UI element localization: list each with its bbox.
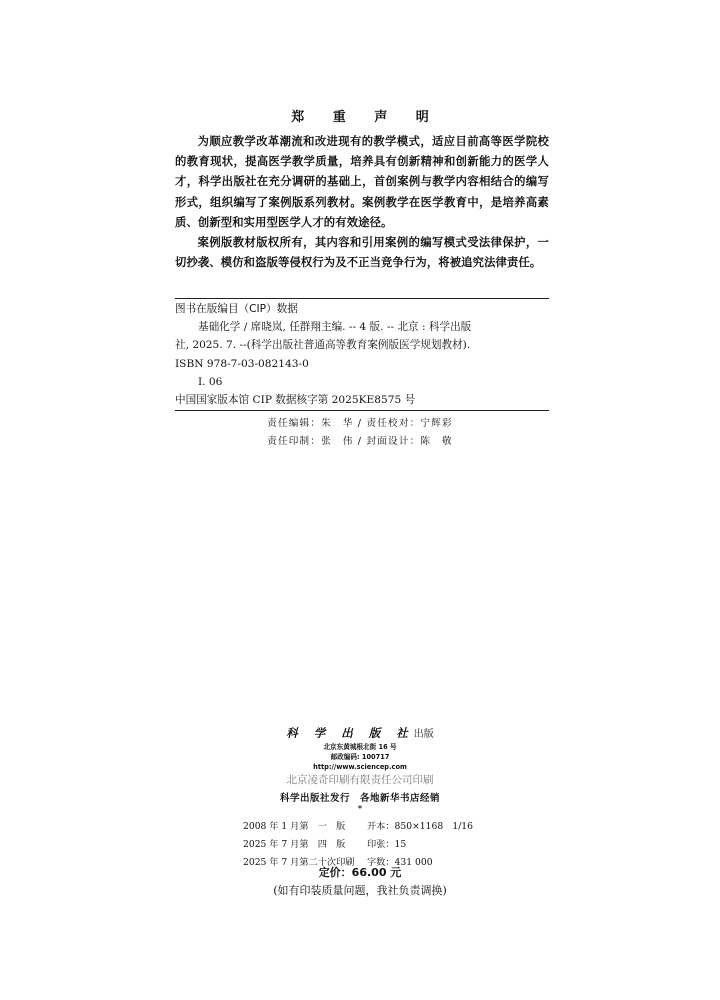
edition-date: 2008 年 1 月第 一 版 xyxy=(243,821,346,832)
staff-line: 责任编辑：朱 华 / 责任校对：宁辉彩 xyxy=(267,418,453,429)
edition-spec: 字数：431 000 xyxy=(367,857,433,868)
cip-bottom-rule xyxy=(175,410,549,411)
staff-line: 责任印制：张 伟 / 封面设计：陈 敬 xyxy=(267,436,453,447)
cip-line: 中国国家版本馆 CIP 数据核字第 2025KE8575 号 xyxy=(175,394,416,407)
edition-date: 2025 年 7 月第二十次印刷 xyxy=(243,857,355,868)
cip-top-rule xyxy=(175,298,549,299)
publisher-url: http://www.sciencep.com xyxy=(313,763,407,771)
declaration-title: 郑 重 声 明 xyxy=(291,110,441,125)
edition-date: 2025 年 7 月第 四 版 xyxy=(243,839,346,850)
cip-line: 社, 2025. 7. --(科学出版社普通高等教育案例版医学规划教材). xyxy=(175,339,471,352)
declaration-paragraph: 案例版教材版权所有，其内容和引用案例的编写模式受法律保护，一切抄袭、模仿和盗版等侵权行为及不正当竞争行为，将被追究法律责任。 xyxy=(175,236,549,270)
publisher-postcode: 邮政编码: 100717 xyxy=(330,753,390,761)
cip-block xyxy=(175,300,549,409)
printer: 北京凌奇印刷有限责任公司印刷 xyxy=(286,774,434,786)
publisher-logo-text: 科 学 出 版 社 xyxy=(286,726,414,740)
edition-row xyxy=(243,836,473,854)
cip-line: Ⅰ. 06 xyxy=(198,375,223,388)
quality-notice: (如有印装质量问题，我社负责调换) xyxy=(273,884,447,897)
publisher-address: 北京东黄城根北街 16 号 xyxy=(323,743,397,751)
cip-heading: 图书在版编目（CIP）数据 xyxy=(175,303,298,315)
separator-star: * xyxy=(357,803,363,813)
staff-credits xyxy=(0,415,720,451)
edition-row xyxy=(243,818,473,836)
price: 定价：66.00 元 xyxy=(318,866,402,879)
publisher-suffix: 出版 xyxy=(413,729,434,740)
cip-line: 基础化学 / 席晓岚, 任群翔主编. -- 4 版. -- 北京 : 科学出版 xyxy=(198,321,472,334)
publisher-name xyxy=(0,725,720,741)
edition-spec: 开本：850×1168 1/16 xyxy=(367,821,473,832)
edition-spec: 印张：15 xyxy=(367,839,407,850)
declaration-paragraph: 为顺应教学改革潮流和改进现有的教学模式，适应目前高等医学院校的教育现状，提高医学教学质量，培养具有创新精神和创新能力的医学人才，科学出版社在充分调研的基础上，首创案例与教学内容相结合的编写形式，组织编写了案例版系列教材。案例教学在医学教育中，是培养高素质、创新型和实用型医学人才的有效途径。 xyxy=(175,135,549,229)
declaration-body xyxy=(175,132,549,273)
cip-line: ISBN 978-7-03-082143-0 xyxy=(175,357,309,370)
issuer: 科学出版社发行 各地新华书店经销 xyxy=(279,793,440,804)
